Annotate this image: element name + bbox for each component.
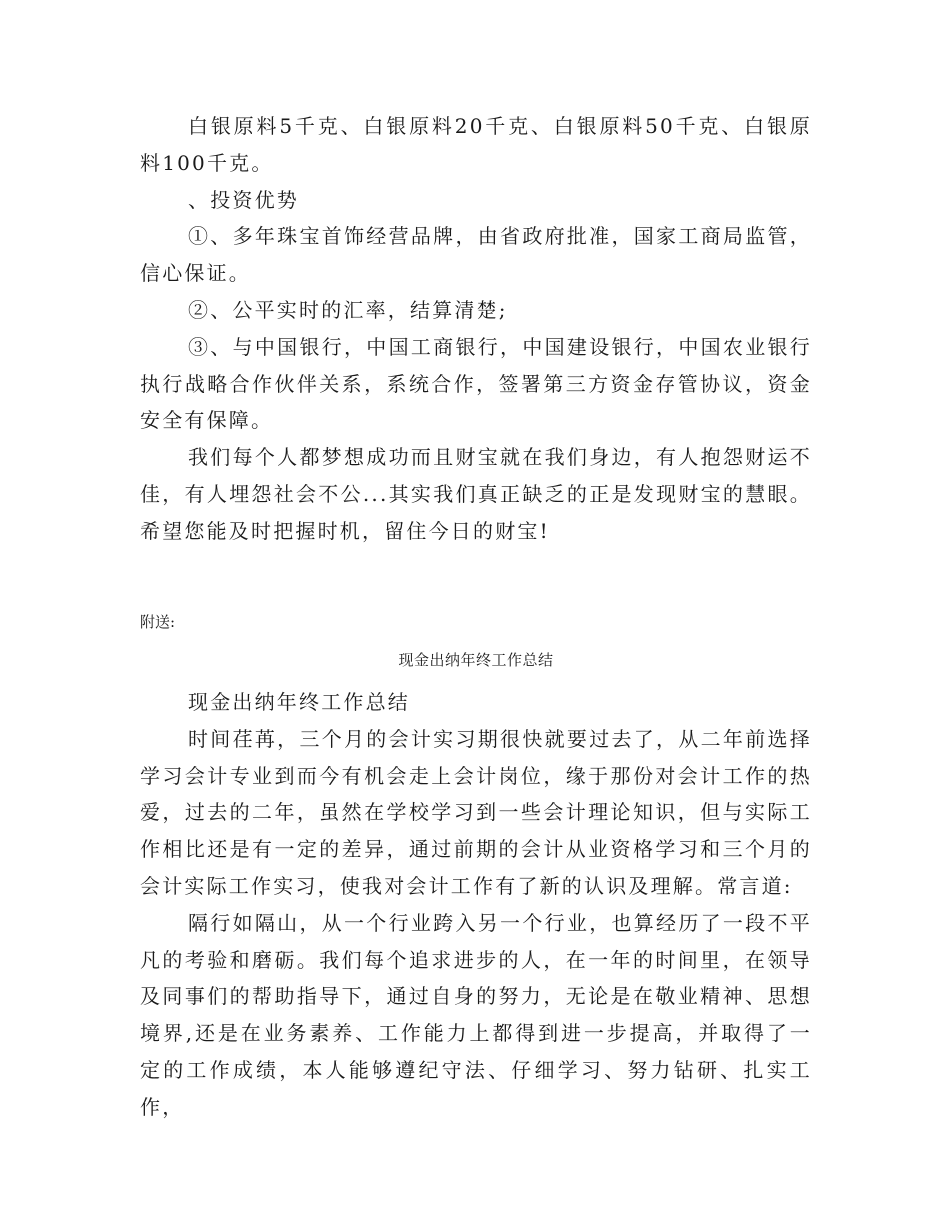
paragraph-advantage-2: ②、公平实时的汇率，结算清楚; xyxy=(188,297,508,322)
paragraph-advantage-1: ①、多年珠宝首饰经营品牌，由省政府批准，国家工商局监管，信心保证。 xyxy=(140,224,812,286)
heading-investment-advantages: 、投资优势 xyxy=(188,187,299,212)
intro-section xyxy=(140,108,812,550)
paragraph-silver-materials: 白银原料5千克、白银原料20千克、白银原料50千克、白银原料100千克。 xyxy=(140,114,812,175)
summary-paragraph-1: 时间荏苒，三个月的会计实习期很快就要过去了，从二年前选择学习会计专业到而今有机会走上会计岗位，缘于那份对会计工作的热爱，过去的二年，虽然在学校学习到一些会计理论知识，但与实际工作相比还是有一定的差异，通过前期的会计从业资格学习和三个月的会计实际工作实习，使我对会计工作有了新的认识及理解。常言道: xyxy=(140,726,812,898)
summary-section xyxy=(140,684,812,1126)
attachment-section xyxy=(140,612,812,670)
summary-heading: 现金出纳年终工作总结 xyxy=(188,690,410,714)
summary-paragraph-2: 隔行如隔山，从一个行业跨入另一个行业，也算经历了一段不平凡的考验和磨砺。我们每个追求进步的人，在一年的时间里，在领导及同事们的帮助指导下，通过自身的努力，无论是在敬业精神、思想境界,还是在业务素养、工作能力上都得到进一步提高，并取得了一定的工作成绩，本人能够遵纪守法、仔细学习、努力钻研、扎实工作， xyxy=(140,910,812,1119)
paragraph-closing: 我们每个人都梦想成功而且财宝就在我们身边，有人抱怨财运不佳，有人埋怨社会不公...其实我们真正缺乏的正是发现财宝的慧眼。希望您能及时把握时机，留住今日的财宝! xyxy=(140,445,812,543)
paragraph-advantage-3: ③、与中国银行，中国工商银行，中国建设银行，中国农业银行执行战略合作伙伴关系，系统合作，签署第三方资金存管协议，资金安全有保障。 xyxy=(140,334,812,433)
document-title: 现金出纳年终工作总结 xyxy=(398,651,554,669)
attachment-label: 附送: xyxy=(140,613,176,631)
